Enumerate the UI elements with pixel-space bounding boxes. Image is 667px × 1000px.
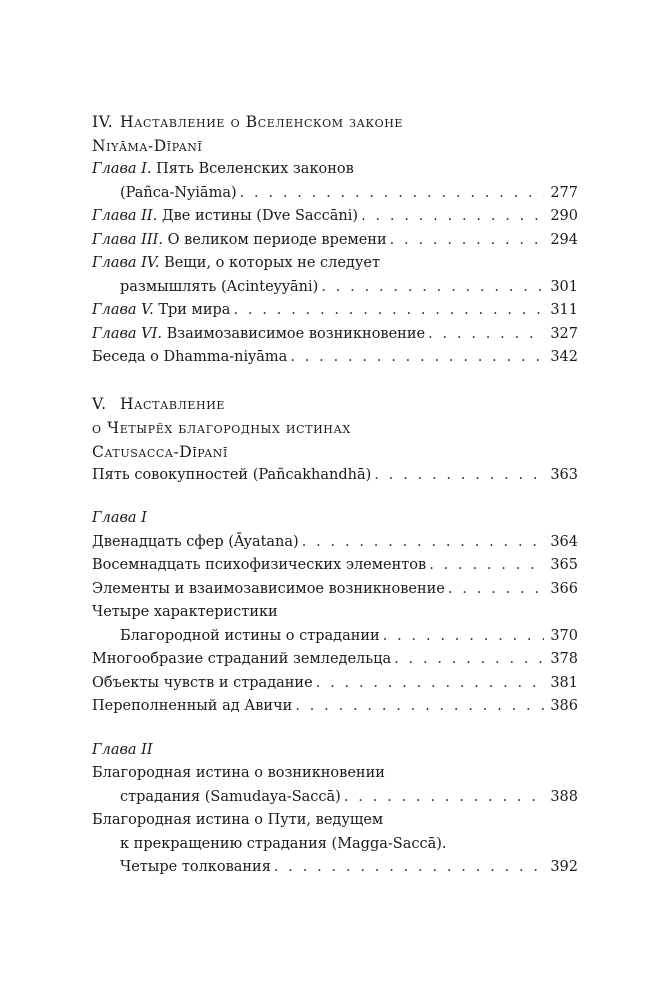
chapter-label: Глава IV.: [92, 255, 160, 271]
page-number: 327: [544, 323, 578, 347]
entry-title: Пять Вселенских законов: [156, 161, 354, 177]
chapter-label: Глава V.: [92, 302, 154, 318]
leader-dots: [240, 182, 545, 206]
toc-entry[interactable]: [92, 762, 578, 786]
page-number: 366: [544, 578, 578, 602]
leader-dots: [374, 464, 544, 488]
chapter-label: Глава I.: [92, 161, 152, 177]
toc-entry[interactable]: [92, 695, 578, 719]
toc-entry[interactable]: [92, 531, 578, 555]
entry-title: Две истины (Dve Saccāni): [161, 208, 359, 224]
chapter-label: Глава III.: [92, 231, 163, 248]
leader-dots: [429, 554, 544, 578]
toc-entry[interactable]: [92, 252, 578, 276]
toc-entry[interactable]: [92, 809, 578, 833]
part-number: IV.: [92, 113, 114, 131]
entry-title: Благородная истина о возникновении: [92, 762, 385, 786]
page-number: 378: [544, 648, 578, 672]
page-number: 290: [544, 205, 578, 229]
page-number: 301: [544, 276, 578, 300]
entry-title: Переполненный ад Авичи: [92, 695, 295, 719]
toc-entry[interactable]: [92, 464, 578, 488]
toc-entry-continuation[interactable]: [92, 786, 578, 810]
part-5-subtitle: Catusacca-Dīpanī: [92, 442, 228, 461]
entry-title: Взаимозависимое возникновение: [166, 325, 426, 342]
leader-dots: [274, 856, 544, 880]
toc-entry-continuation[interactable]: [92, 625, 578, 649]
entry-title: Три мира: [158, 302, 231, 318]
entry-title: Благородная истина о Пути, ведущем: [92, 809, 383, 833]
entry-title: размышлять (Acinteyyāni): [120, 276, 321, 300]
entry-title: Элементы и взаимозависимое возникновение: [92, 578, 448, 602]
leader-dots: [233, 299, 544, 323]
toc-entry[interactable]: [92, 672, 578, 696]
table-of-contents: [92, 110, 578, 880]
leader-dots: [302, 531, 545, 555]
chapter-2-heading: Глава II: [92, 741, 153, 758]
toc-entry[interactable]: [92, 648, 578, 672]
chapter-1-heading: Глава I: [92, 510, 147, 526]
leader-dots: [321, 276, 544, 300]
toc-entry-continuation[interactable]: [92, 182, 578, 206]
part-4-title: [92, 110, 578, 134]
entry-title: Пять совокупностей (Pañcakhandhā): [92, 464, 374, 488]
toc-entry[interactable]: [92, 578, 578, 602]
chapter-label: Глава VI.: [92, 325, 162, 342]
toc-entry[interactable]: [92, 158, 578, 182]
leader-dots: [290, 346, 544, 370]
leader-dots: [448, 578, 544, 602]
entry-title: Многообразие страданий земледельца: [92, 648, 394, 672]
entry-title: Объекты чувств и страдание: [92, 672, 316, 696]
page-number: 386: [544, 695, 578, 719]
toc-entry-continuation[interactable]: [92, 833, 578, 857]
toc-entry[interactable]: [92, 554, 578, 578]
leader-dots: [394, 648, 544, 672]
page-number: 277: [544, 182, 578, 206]
leader-dots: [295, 695, 544, 719]
leader-dots: [361, 205, 544, 229]
entry-title: О великом периоде времени: [167, 231, 387, 248]
entry-title: (Pañca-Nyiāma): [120, 182, 240, 206]
leader-dots: [316, 672, 545, 696]
toc-entry[interactable]: [92, 323, 578, 347]
toc-entry[interactable]: [92, 205, 578, 229]
page-number: 388: [544, 786, 578, 810]
page-number: 370: [544, 625, 578, 649]
page-number: 363: [544, 464, 578, 488]
entry-title: Двенадцать сфер (Āyatana): [92, 531, 302, 555]
toc-entry[interactable]: [92, 299, 578, 323]
page-number: 311: [544, 299, 578, 323]
leader-dots: [390, 229, 545, 253]
page-number: 365: [544, 554, 578, 578]
part-5-title-line-2: о Четырёх благородных истинах: [92, 418, 351, 437]
toc-entry-continuation[interactable]: [92, 856, 578, 880]
page-number: 392: [544, 856, 578, 880]
page-number: 294: [544, 229, 578, 253]
part-title-line: Наставление о Вселенском законе: [120, 113, 404, 131]
leader-dots: [383, 625, 545, 649]
entry-title: Беседа о Dhamma-niyāma: [92, 346, 290, 370]
part-number: V.: [92, 394, 107, 413]
entry-title: страдания (Samudaya-Saccā): [120, 786, 344, 810]
leader-dots: [428, 323, 544, 347]
entry-title: Восемнадцать психофизических элементов: [92, 554, 429, 578]
part-4-subtitle: Niyāma-Dīpanī: [92, 137, 203, 155]
chapter-label: Глава II.: [92, 208, 158, 224]
page-number: 364: [544, 531, 578, 555]
leader-dots: [344, 786, 544, 810]
entry-title: Благородной истины о страдании: [120, 625, 383, 649]
entry-title: Четыре характеристики: [92, 601, 278, 625]
entry-title: к прекращению страдания (Magga-Saccā).: [120, 833, 447, 857]
toc-entry-continuation[interactable]: [92, 276, 578, 300]
page-number: 381: [544, 672, 578, 696]
toc-entry[interactable]: [92, 601, 578, 625]
entry-title: Четыре толкования: [120, 856, 274, 880]
part-5-title: [92, 392, 578, 416]
toc-entry[interactable]: [92, 229, 578, 253]
toc-entry[interactable]: [92, 346, 578, 370]
part-title-line: Наставление: [120, 394, 226, 413]
entry-title: Вещи, о которых не следует: [164, 255, 380, 271]
page-number: 342: [544, 346, 578, 370]
